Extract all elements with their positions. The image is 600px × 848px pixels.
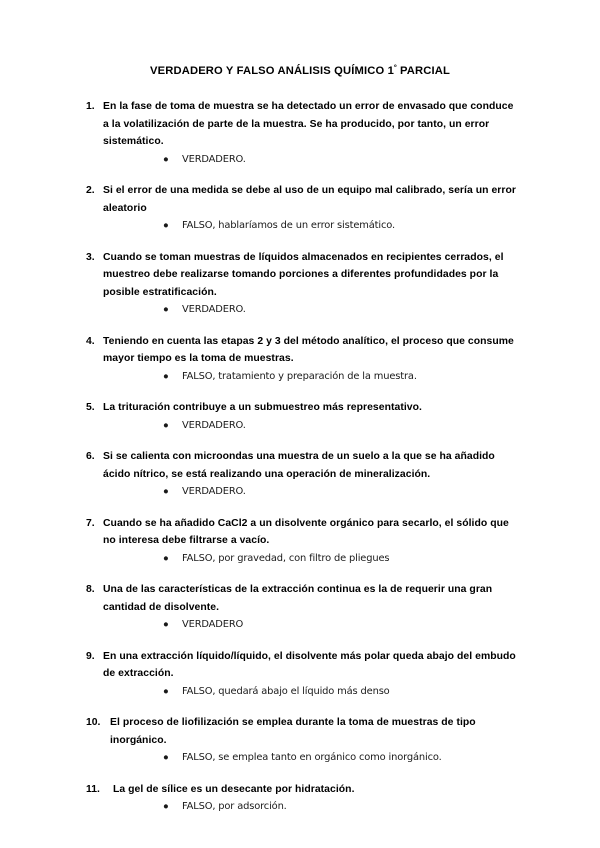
answer-text: VERDADERO. xyxy=(182,304,246,315)
question-row xyxy=(0,399,600,417)
question-text: Cuando se ha añadido CaCl2 a un disolvente orgánico para secarlo, el sólido que no interesa debe filtrarse a vacío. xyxy=(103,517,509,546)
question-number: 7. xyxy=(86,517,95,529)
question-number: 10. xyxy=(86,717,101,728)
list-item xyxy=(0,333,600,386)
page-title-tail: PARCIAL xyxy=(396,65,450,77)
answer-text: FALSO, tratamiento y preparación de la muestra. xyxy=(182,370,417,382)
list-item xyxy=(0,98,600,168)
answer-row xyxy=(0,749,600,767)
list-item xyxy=(0,399,600,434)
page-title-ordinal: º xyxy=(393,62,397,72)
question-text: La trituración contribuye a un submuestreo más representativo. xyxy=(103,402,422,413)
answer-text: FALSO, por gravedad, con filtro de pliegues xyxy=(182,552,390,564)
question-number: 2. xyxy=(86,185,95,196)
answer-text: VERDADERO. xyxy=(182,486,246,497)
question-row xyxy=(0,98,600,151)
question-text: En una extracción líquido/líquido, el disolvente más polar queda abajo del embudo de extracción. xyxy=(103,650,516,679)
answer-row xyxy=(0,368,600,386)
bullet-icon: ● xyxy=(163,486,169,497)
question-row xyxy=(0,448,600,483)
bullet-icon: ● xyxy=(163,619,169,630)
answer-text: FALSO, por adsorción. xyxy=(182,801,287,812)
question-answer-list xyxy=(0,98,600,830)
question-number: 4. xyxy=(86,335,95,347)
question-row xyxy=(0,648,600,683)
question-number: 6. xyxy=(86,451,95,462)
question-row xyxy=(0,581,600,616)
answer-row xyxy=(0,798,600,816)
question-row xyxy=(0,714,600,749)
list-item xyxy=(0,714,600,767)
question-number: 9. xyxy=(86,650,95,662)
answer-text: FALSO, hablaríamos de un error sistemático. xyxy=(182,220,395,231)
bullet-icon: ● xyxy=(163,801,169,812)
bullet-icon: ● xyxy=(163,552,169,564)
bullet-icon: ● xyxy=(163,752,169,763)
answer-row xyxy=(0,683,600,701)
bullet-icon: ● xyxy=(163,304,169,315)
question-row xyxy=(0,333,600,368)
question-row xyxy=(0,781,600,799)
question-text: La gel de sílice es un desecante por hidratación. xyxy=(113,783,355,795)
list-item xyxy=(0,182,600,235)
question-row xyxy=(0,182,600,217)
answer-text: VERDADERO. xyxy=(182,419,246,431)
answer-row xyxy=(0,217,600,235)
answer-text: VERDADERO xyxy=(182,619,244,630)
question-row xyxy=(0,249,600,302)
list-item xyxy=(0,781,600,816)
answer-row xyxy=(0,417,600,435)
question-text: Si se calienta con microondas una muestra de un suelo a la que se ha añadido ácido nítrico, se está realizando una operación de mineralización. xyxy=(103,451,495,480)
answer-row xyxy=(0,301,600,319)
question-number: 8. xyxy=(86,584,95,595)
answer-row xyxy=(0,483,600,501)
question-number: 11. xyxy=(86,783,100,795)
page-title xyxy=(0,64,600,78)
answer-row xyxy=(0,151,600,169)
bullet-icon: ● xyxy=(163,153,169,165)
question-text: Cuando se toman muestras de líquidos almacenados en recipientes cerrados, el muestreo debe realizarse tomando porciones a diferentes profundidades por la posible estratificación. xyxy=(103,251,504,298)
question-text: En la fase de toma de muestra se ha detectado un error de envasado que conduce a la volatilización de parte de la muestra. Se ha producido, por tanto, un error sistemático. xyxy=(103,101,514,147)
list-item xyxy=(0,448,600,501)
question-text: Teniendo en cuenta las etapas 2 y 3 del método analítico, el proceso que consume mayor tiempo es la toma de muestras. xyxy=(103,335,514,364)
question-text: Si el error de una medida se debe al uso de un equipo mal calibrado, sería un error aleatorio xyxy=(103,185,516,214)
bullet-icon: ● xyxy=(163,419,169,431)
answer-text: VERDADERO. xyxy=(182,153,246,165)
question-text: Una de las características de la extracción continua es la de requerir una gran cantidad de disolvente. xyxy=(103,584,493,613)
answer-text: FALSO, quedará abajo el líquido más denso xyxy=(182,685,390,697)
question-number: 5. xyxy=(86,402,95,413)
list-item xyxy=(0,581,600,634)
question-number: 1. xyxy=(86,101,95,112)
question-row xyxy=(0,515,600,550)
question-number: 3. xyxy=(86,251,95,263)
list-item xyxy=(0,648,600,701)
answer-row xyxy=(0,616,600,634)
bullet-icon: ● xyxy=(163,370,169,382)
list-item xyxy=(0,249,600,319)
bullet-icon: ● xyxy=(163,685,169,697)
list-item xyxy=(0,515,600,568)
bullet-icon: ● xyxy=(163,220,169,231)
answer-text: FALSO, se emplea tanto en orgánico como inorgánico. xyxy=(182,752,442,763)
question-text: El proceso de liofilización se emplea durante la toma de muestras de tipo inorgánico. xyxy=(110,717,476,746)
page-title-main: VERDADERO Y FALSO ANÁLISIS QUÍMICO 1 xyxy=(150,65,394,77)
answer-row xyxy=(0,550,600,568)
